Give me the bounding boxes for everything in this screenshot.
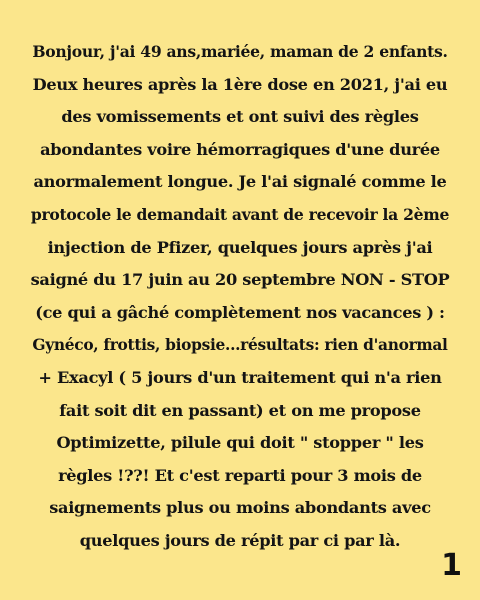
text-line-14: règles !??! Et c'est reparti pour 3 mois de xyxy=(58,465,422,485)
text-line-5: anormalement longue. Je l'ai signalé comme le xyxy=(33,172,447,192)
text-line-2: Deux heures après la 1ère dose en 2021, j'ai eu xyxy=(32,74,448,94)
page-number: 1 xyxy=(441,548,462,583)
text-line-16: quelques jours de répit par ci par là. xyxy=(79,530,401,550)
text-line-7: injection de Pfizer, quelques jours après j'ai xyxy=(47,237,433,257)
text-line-10: Gynéco, frottis, biopsie...résultats: rien d'anormal xyxy=(32,336,448,355)
text-line-11: + Exacyl ( 5 jours d'un traitement qui n'a rien xyxy=(38,367,442,387)
text-line-15: saignements plus ou moins abondants avec xyxy=(49,498,431,518)
text-line-9: (ce qui a gâché complètement nos vacances ) : xyxy=(35,302,445,322)
text-line-12: fait soit dit en passant) et on me propose xyxy=(59,400,421,420)
text-line-8: saigné du 17 juin au 20 septembre NON - STOP xyxy=(30,270,450,290)
text-line-13: Optimizette, pilule qui doit " stopper " les xyxy=(56,433,424,453)
text-line-6: protocole le demandait avant de recevoir la 2ème xyxy=(30,204,450,224)
text-line-1: Bonjour, j'ai 49 ans,mariée, maman de 2 enfants. xyxy=(32,42,448,61)
text-line-3: des vomissements et ont suivi des règles xyxy=(61,107,419,127)
text-line-4: abondantes voire hémorragiques d'une durée xyxy=(40,139,440,159)
testimony-text xyxy=(30,36,450,558)
